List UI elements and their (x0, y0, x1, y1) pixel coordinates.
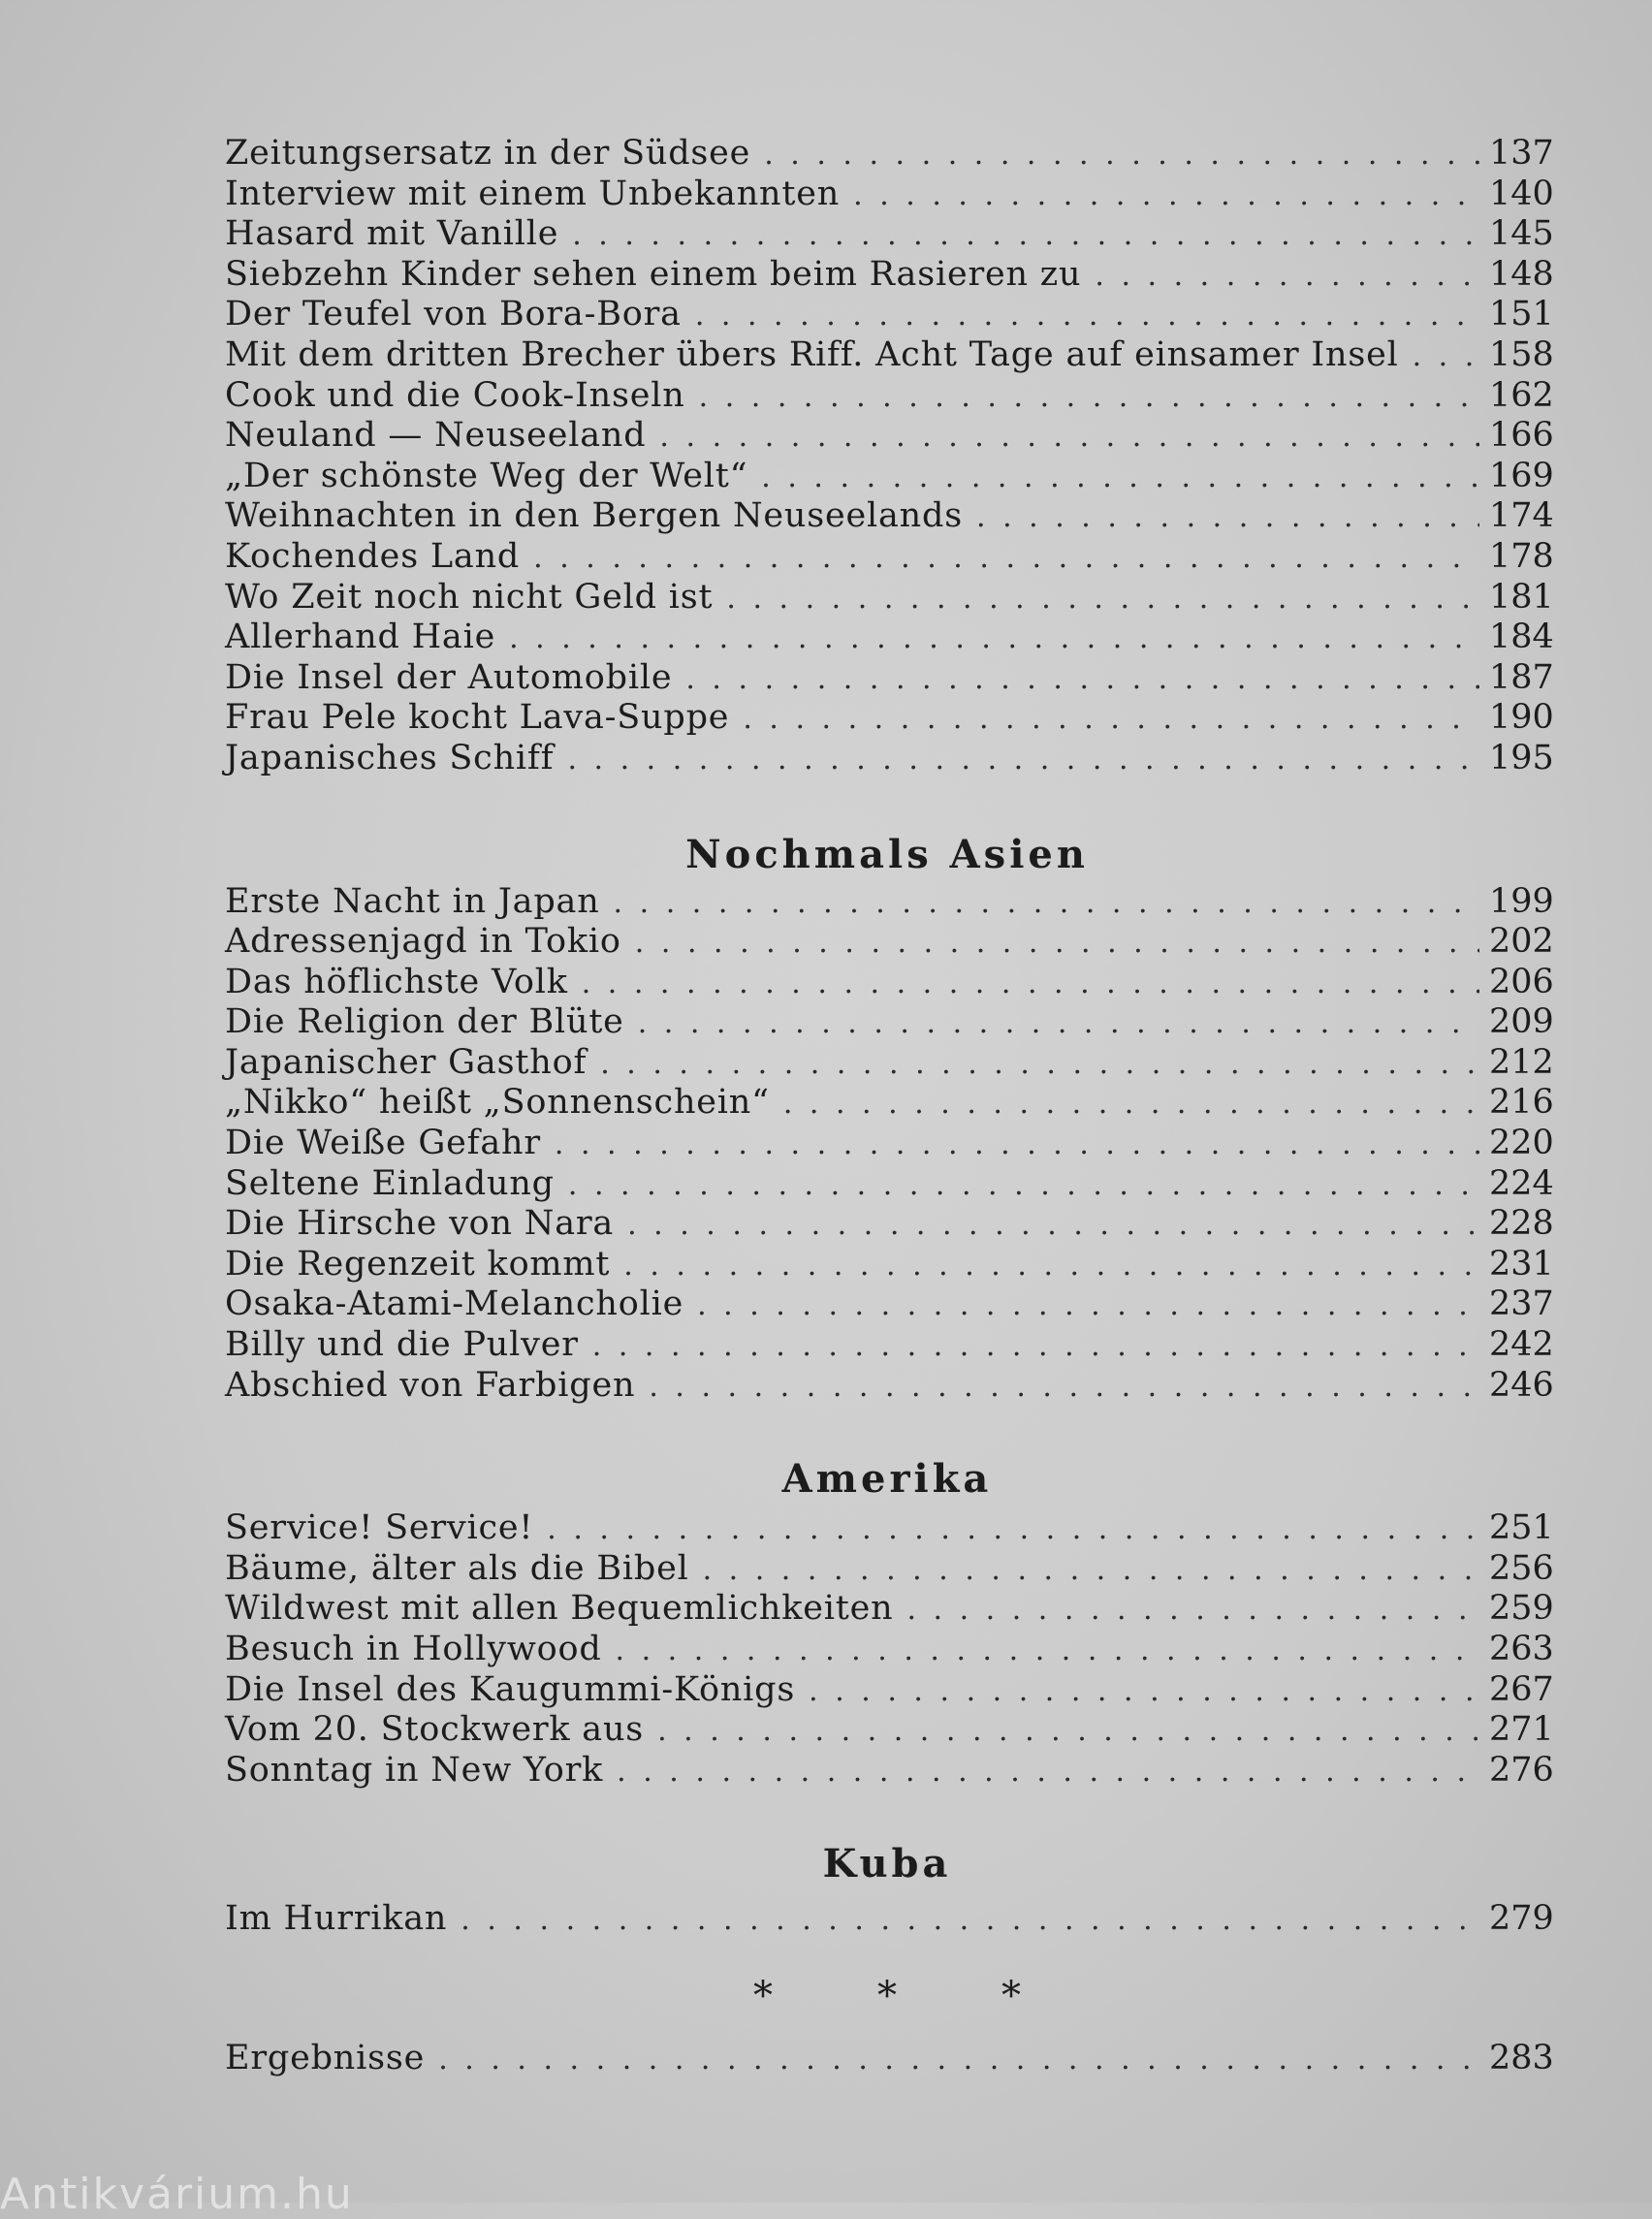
toc-entry (225, 416, 1554, 457)
toc-entry-page: 283 (1489, 2038, 1554, 2077)
toc-entry-title: Die Religion der Blüte (225, 1002, 624, 1042)
toc-entry-page: 174 (1489, 496, 1554, 536)
toc-entry-title: Japanischer Gasthof (225, 1042, 588, 1082)
toc-entry (225, 618, 1554, 658)
toc-entry (225, 134, 1554, 174)
dot-leader (1095, 256, 1479, 297)
toc-entry-title: Vom 20. Stockwerk aus (225, 1710, 645, 1750)
toc-entry (225, 1124, 1554, 1164)
toc-entry-title: Frau Pele kocht Lava-Suppe (225, 698, 730, 738)
dot-leader (783, 1084, 1479, 1125)
toc-entry (225, 1163, 1554, 1205)
dot-leader (695, 296, 1479, 336)
toc-entry-title: Wo Zeit noch nicht Geld ist (225, 577, 714, 617)
dot-leader (761, 458, 1479, 498)
toc-entry-title: Im Hurrikan (225, 1899, 448, 1939)
toc-entry (225, 881, 1554, 923)
watermark: Antikvárium.hu (0, 2170, 354, 2219)
toc-entry-title: Seltene Einladung (225, 1163, 555, 1203)
toc-entry-page: 220 (1489, 1124, 1554, 1163)
toc-section-asien (225, 881, 1554, 1407)
dot-leader (809, 1671, 1479, 1712)
toc-entry (225, 698, 1554, 739)
toc-entry-page: 271 (1489, 1710, 1554, 1750)
toc-entry-title: Die Insel des Kaugummi-Königs (225, 1669, 796, 1709)
toc-entry (225, 1002, 1554, 1043)
toc-entry-title: Die Regenzeit kommt (225, 1244, 611, 1284)
toc-entry-page: 151 (1489, 295, 1554, 334)
dot-leader (555, 1125, 1479, 1165)
toc-entry-page: 169 (1489, 456, 1554, 495)
toc-entry-title: Osaka-Atami-Melancholie (225, 1284, 684, 1324)
toc-entry (225, 738, 1554, 779)
toc-entry-page: 158 (1489, 334, 1554, 374)
dot-leader (659, 417, 1479, 458)
dot-leader (703, 1550, 1479, 1591)
toc-entry-title: Zeitungsersatz in der Südsee (225, 134, 751, 173)
toc-entry (225, 1548, 1554, 1590)
asterism-separator (225, 1975, 1549, 2017)
toc-entry-title: Interview mit einem Unbekannten (225, 174, 841, 213)
toc-entry-title: „Der schönste Weg der Welt“ (225, 456, 748, 495)
toc-entry-title: Adressenjagd in Tokio (225, 922, 621, 962)
toc-entry (225, 657, 1554, 699)
toc-entry (225, 1284, 1554, 1325)
separator-star: * (877, 1973, 897, 2018)
dot-leader (533, 538, 1479, 579)
dot-leader (592, 1326, 1479, 1367)
toc-entry-title: Abschied von Farbigen (225, 1365, 636, 1405)
toc-entry (225, 536, 1554, 578)
dot-leader (614, 883, 1479, 924)
toc-entry (225, 456, 1554, 497)
toc-entry-title: Mit dem dritten Brecher übers Riff. Acht Tage auf einsamer Insel (225, 334, 1399, 374)
toc-entry-title: Billy und die Pulver (225, 1325, 579, 1365)
toc-entry-title: Weihnachten in den Bergen Neuseelands (225, 496, 963, 536)
toc-entry-title: Neuland — Neuseeland (225, 416, 647, 456)
toc-entry-title: Hasard mit Vanille (225, 214, 559, 254)
dot-leader (623, 1246, 1479, 1286)
dot-leader (509, 618, 1479, 659)
toc-entry-page: 187 (1489, 657, 1554, 697)
dot-leader (976, 497, 1479, 538)
dot-leader (638, 1003, 1479, 1044)
table-of-contents (225, 134, 1554, 2079)
toc-entry-title: Die Insel der Automobile (225, 657, 673, 697)
toc-entry-title: Japanisches Schiff (225, 738, 555, 777)
toc-entry (225, 1630, 1554, 1670)
toc-entry (225, 962, 1554, 1003)
toc-entry-title: Wildwest mit allen Bequemlichkeiten (225, 1589, 894, 1629)
toc-entry (225, 1325, 1554, 1366)
dot-leader (582, 964, 1479, 1004)
separator-star: * (753, 1973, 773, 2018)
dot-leader (743, 699, 1479, 740)
toc-entry (225, 1710, 1554, 1751)
section-heading-amerika: Amerika (781, 1456, 993, 1503)
toc-entry-page: 256 (1489, 1548, 1554, 1588)
toc-entry-page: 209 (1489, 1002, 1554, 1042)
toc-entry (225, 254, 1554, 296)
toc-entry-page: 184 (1489, 618, 1554, 657)
toc-entry-title: Siebzehn Kinder sehen einem beim Rasieren zu (225, 254, 1082, 294)
dot-leader (906, 1590, 1479, 1631)
dot-leader (697, 1285, 1479, 1326)
toc-entry-title: „Nikko“ heißt „Sonnenschein“ (225, 1083, 770, 1123)
dot-leader (853, 175, 1479, 216)
toc-entry-page: 212 (1489, 1042, 1554, 1082)
dot-leader (764, 135, 1479, 175)
toc-entry-page: 279 (1489, 1899, 1554, 1939)
toc-entry-title: Besuch in Hollywood (225, 1630, 602, 1668)
toc-entry (225, 214, 1554, 255)
toc-entry (225, 1365, 1554, 1407)
toc-entry-title: Bäume, älter als die Bibel (225, 1548, 689, 1588)
section-heading-asien: Nochmals Asien (685, 831, 1089, 877)
toc-entry (225, 496, 1554, 537)
dot-leader (438, 2040, 1479, 2080)
toc-entry-page: 145 (1489, 214, 1554, 254)
toc-entry (225, 375, 1554, 417)
dot-leader (657, 1711, 1479, 1752)
dot-leader (461, 1900, 1479, 1941)
toc-entry-page: 228 (1489, 1204, 1554, 1244)
dot-leader (600, 1044, 1479, 1085)
toc-entry (225, 1204, 1554, 1245)
toc-entry-title: Die Weiße Gefahr (225, 1124, 541, 1163)
toc-entry (225, 1589, 1554, 1630)
toc-entry-title: Kochendes Land (225, 536, 521, 576)
toc-entry-title: Die Hirsche von Nara (225, 1204, 615, 1244)
toc-entry (225, 1750, 1554, 1791)
toc-entry (225, 334, 1554, 376)
toc-entry-page: 202 (1489, 922, 1554, 962)
toc-entry-page: 137 (1489, 134, 1554, 173)
toc-entry-page: 166 (1489, 416, 1554, 456)
toc-entry-page: 178 (1489, 536, 1554, 576)
toc-entry (225, 174, 1554, 215)
toc-entry-page: 259 (1489, 1589, 1554, 1629)
toc-entry-ergebnisse (225, 2038, 1554, 2079)
toc-entry (225, 295, 1554, 335)
toc-entry (225, 1042, 1554, 1084)
toc-entry-title: Ergebnisse (225, 2038, 426, 2077)
dot-leader (726, 579, 1479, 619)
dot-leader (685, 659, 1479, 700)
toc-entry-title: Allerhand Haie (225, 618, 496, 657)
toc-entry (225, 1669, 1554, 1711)
dot-leader (1413, 336, 1479, 377)
dot-leader (649, 1367, 1479, 1408)
toc-entry-page: 263 (1489, 1630, 1554, 1668)
dot-leader (547, 1509, 1479, 1550)
toc-entry-title: Cook und die Cook-Inseln (225, 375, 685, 415)
toc-entry-page: 237 (1489, 1284, 1554, 1324)
toc-section-suedsee (225, 134, 1554, 779)
toc-entry (225, 922, 1554, 963)
toc-entry (225, 1244, 1554, 1285)
toc-entry-title: Sonntag in New York (225, 1750, 604, 1790)
toc-entry-page: 224 (1489, 1163, 1554, 1203)
dot-leader (568, 1165, 1479, 1206)
toc-entry-page: 246 (1489, 1365, 1554, 1405)
dot-leader (616, 1631, 1479, 1671)
toc-entry (225, 1083, 1554, 1124)
toc-entry (225, 1508, 1554, 1549)
toc-entry-title: Service! Service! (225, 1508, 534, 1548)
toc-entry-page: 140 (1489, 174, 1554, 213)
dot-leader (635, 923, 1479, 964)
toc-entry (225, 1899, 1554, 1940)
dot-leader (699, 377, 1479, 418)
toc-entry-page: 267 (1489, 1669, 1554, 1709)
toc-entry-page: 251 (1489, 1508, 1554, 1548)
dot-leader (572, 215, 1479, 256)
toc-entry-page: 181 (1489, 577, 1554, 617)
section-heading-kuba: Kuba (822, 1841, 952, 1887)
toc-entry-page: 242 (1489, 1325, 1554, 1365)
toc-entry (225, 577, 1554, 618)
toc-entry-page: 276 (1489, 1750, 1554, 1790)
toc-entry-page: 206 (1489, 962, 1554, 1001)
toc-entry-page: 190 (1489, 698, 1554, 738)
toc-entry-title: Der Teufel von Bora-Bora (225, 295, 682, 334)
dot-leader (617, 1752, 1479, 1792)
toc-entry-title: Erste Nacht in Japan (225, 881, 600, 921)
toc-entry-page: 216 (1489, 1083, 1554, 1123)
toc-entry-title: Das höflichste Volk (225, 962, 568, 1001)
toc-section-kuba (225, 1899, 1554, 1940)
toc-entry-page: 162 (1489, 375, 1554, 415)
toc-entry-page: 199 (1489, 881, 1554, 921)
toc-entry-page: 195 (1489, 738, 1554, 777)
toc-section-amerika (225, 1508, 1554, 1791)
toc-entry-page: 231 (1489, 1244, 1554, 1284)
separator-star: * (1001, 1973, 1021, 2018)
toc-entry-page: 148 (1489, 254, 1554, 294)
dot-leader (567, 740, 1479, 780)
dot-leader (627, 1205, 1479, 1246)
